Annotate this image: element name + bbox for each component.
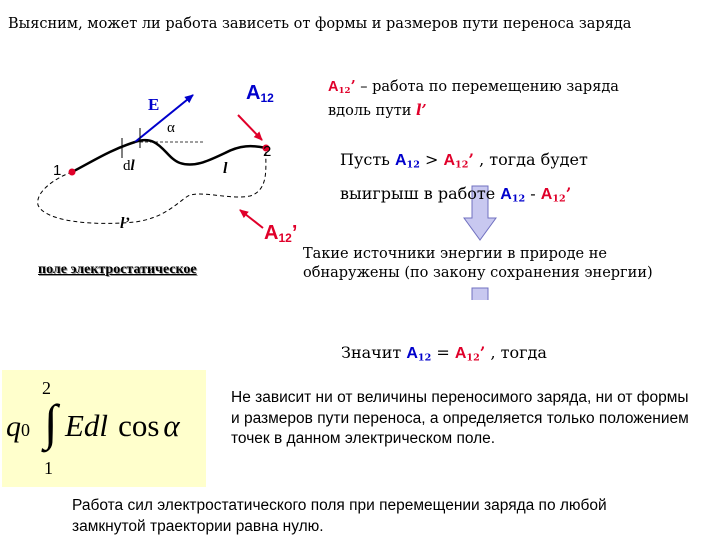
e-vector-arrow — [135, 95, 193, 142]
label-alpha: α — [167, 120, 175, 136]
dashed-path-l-prime — [38, 152, 266, 223]
a12-prime-arrow — [240, 210, 263, 228]
suppose-text — [340, 147, 640, 212]
label-point-2: 2 — [263, 143, 272, 160]
down-arrow-2 — [464, 288, 496, 300]
definition-text: $A_{12}$’ – работа по перемещению заряда вдоль пути l’ — [328, 78, 619, 120]
field-caption: поле электростатическое — [38, 262, 197, 277]
label-a12: $A_{12}$ — [246, 82, 274, 105]
suppose-line-1: Пусть $A_{12} > A_{12}$’ , тогда будет — [340, 150, 588, 171]
conclusion-text: Значит $A_{12} = A_{12}$’ , тогда — [341, 343, 547, 364]
formula-body: Edl cos α — [65, 408, 180, 443]
suppose-line-2: выигрыш в работе $A_{12} - A_{12}$’ — [340, 184, 572, 205]
formula-q: q0 — [6, 410, 30, 443]
point-1 — [69, 169, 76, 176]
closed-path-text: Работа сил электростатического поля при перемещении заряда по любой замкнутой траектории равна нулю. — [72, 497, 607, 535]
sources-text: Такие источники энергии в природе не обнаружены (по закону сохранения энергии) — [303, 246, 653, 281]
label-l-prime: l’ — [120, 215, 130, 232]
formula-lower-limit: 1 — [44, 458, 53, 478]
label-a12-prime: $A_{12}$’ — [264, 222, 298, 245]
label-e-vector: E — [148, 95, 160, 114]
formula-box — [2, 370, 206, 487]
label-point-1: 1 — [53, 162, 62, 179]
a12-arrow — [238, 115, 262, 140]
formula-upper-limit: 2 — [42, 378, 51, 398]
label-dl: dl — [123, 158, 135, 174]
label-l: l — [223, 160, 228, 177]
independence-text: Не зависит ни от величины переносимого заряда, ни от формы и размеров пути переноса, а определяется только положением точек в данном электрическом поле. — [231, 389, 689, 447]
solid-path-l — [72, 140, 266, 172]
formula-integral-sign: ∫ — [44, 394, 58, 450]
page-heading: Выясним, может ли работа зависеть от формы и размеров пути переноса заряда — [8, 16, 632, 32]
